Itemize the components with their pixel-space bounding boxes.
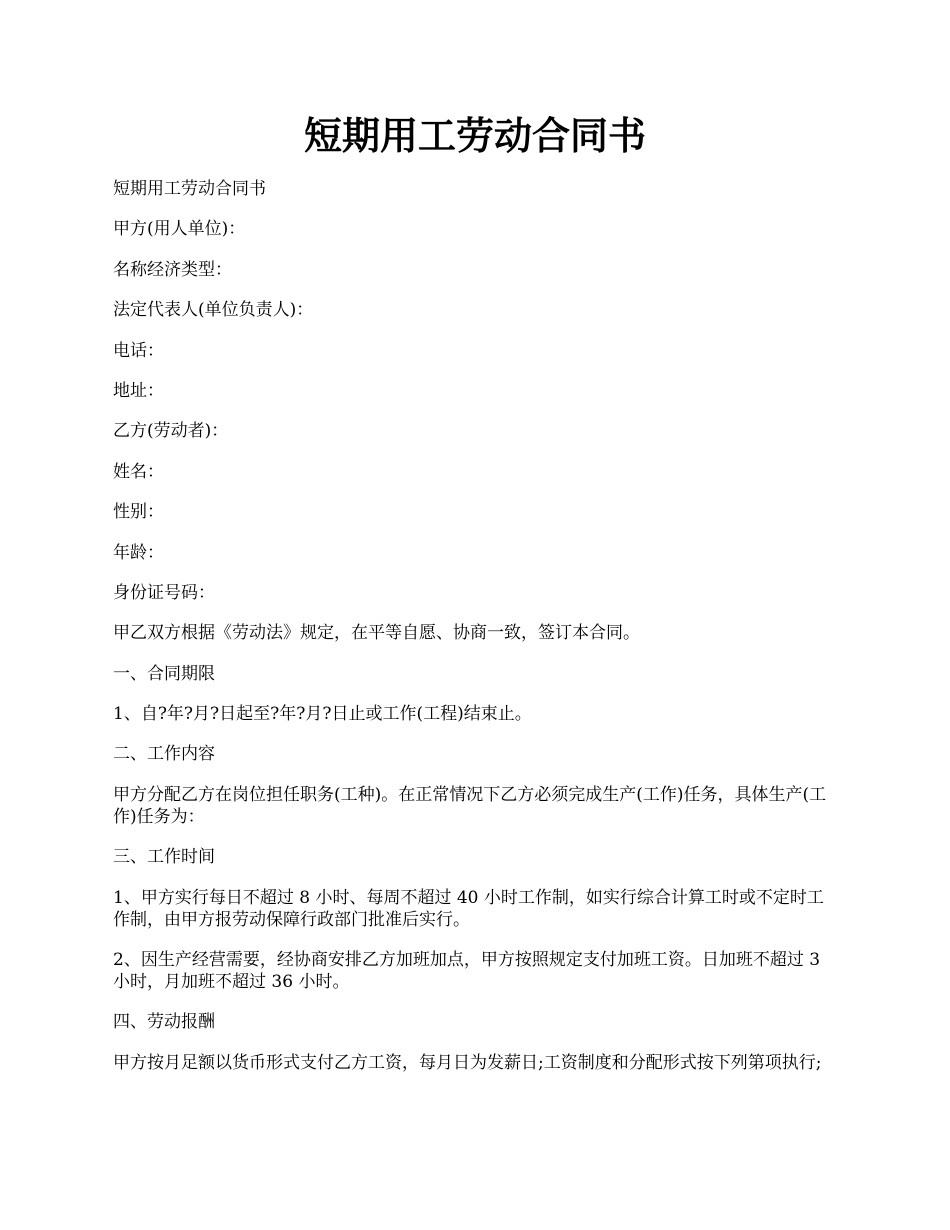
paragraph-working-hours-2: 2、因生产经营需要，经协商安排乙方加班加点，甲方按照规定支付加班工资。日加班不超过 3 小时，月加班不超过 36 小时。 — [113, 950, 821, 993]
paragraph-subtitle: 短期用工劳动合同书 — [113, 179, 266, 199]
section-heading-working-hours: 三、工作时间 — [113, 847, 215, 868]
paragraph-gender: 性别： — [113, 502, 164, 523]
paragraph-party-b: 乙方(劳动者)： — [113, 421, 229, 442]
paragraph-contract-term: 1、自?年?月?日起至?年?月?日止或工作(工程)结束止。 — [113, 704, 532, 725]
document-title: 短期用工劳动合同书 — [303, 113, 646, 158]
paragraph-economic-type: 名称经济类型： — [113, 259, 232, 280]
section-heading-job-content: 二、工作内容 — [113, 744, 215, 765]
paragraph-working-hours-1: 1、甲方实行每日不超过 8 小时、每周不超过 40 小时工作制，如实行综合计算工时或不定时工作制，由甲方报劳动保障行政部门批准后实行。 — [113, 887, 824, 930]
paragraph-age: 年龄： — [113, 542, 164, 563]
section-heading-remuneration: 四、劳动报酬 — [113, 1012, 215, 1033]
paragraph-party-a: 甲方(用人单位)： — [113, 219, 246, 240]
paragraph-id-number: 身份证号码： — [113, 582, 215, 603]
document-body — [113, 178, 838, 1092]
paragraph-legal-representative: 法定代表人(单位负责人)： — [113, 300, 314, 321]
section-heading-contract-term: 一、合同期限 — [113, 663, 215, 684]
paragraph-address: 地址： — [113, 380, 164, 401]
paragraph-remuneration: 甲方按月足额以货币形式支付乙方工资，每月日为发薪日;工资制度和分配形式按下列第项执行; — [113, 1052, 822, 1073]
paragraph-job-content: 甲方分配乙方在岗位担任职务(工种)。在正常情况下乙方必须完成生产(工作)任务，具体生产(工作)任务为： — [113, 784, 827, 827]
paragraph-preamble: 甲乙双方根据《劳动法》规定，在平等自愿、协商一致，签订本合同。 — [113, 623, 640, 644]
paragraph-name: 姓名： — [113, 461, 164, 482]
paragraph-phone: 电话： — [113, 340, 164, 361]
